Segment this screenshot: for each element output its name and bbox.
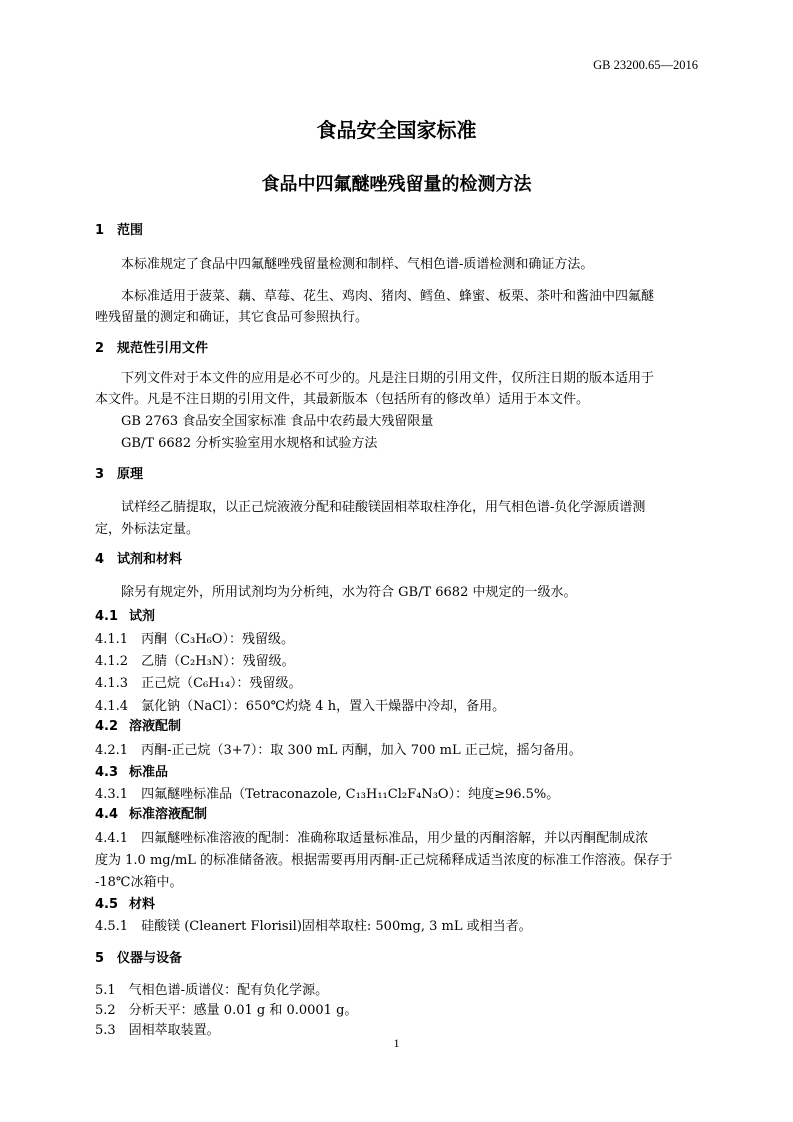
paragraph-line: 本文件。凡是不注日期的引用文件，其最新版本（包括所有的修改单）适用于本文件。 bbox=[95, 392, 590, 407]
section-heading bbox=[95, 551, 182, 569]
paragraph-line: 4.4.1 四氟醚唑标准溶液的配制：准确称取适量标准品，用少量的丙酮溶解，并以丙酮配制成浓 bbox=[95, 831, 649, 846]
section-number: 4.3 bbox=[95, 765, 119, 780]
paragraph-line: 4.1.2 乙腈（C₂H₃N）：残留级。 bbox=[95, 654, 295, 669]
paragraph-line: 唑残留量的测定和确证，其它食品可参照执行。 bbox=[95, 310, 369, 325]
subsection-heading bbox=[95, 896, 155, 914]
section-title: 材料 bbox=[129, 897, 156, 912]
section-number: 4.2 bbox=[95, 719, 119, 734]
document-title: 食品安全国家标准 bbox=[316, 118, 477, 142]
section-title: 原理 bbox=[117, 467, 144, 482]
section-number: 4.5 bbox=[95, 897, 119, 912]
paragraph-line: GB 2763 食品安全国家标准 食品中农药最大残留限量 bbox=[121, 414, 434, 429]
paragraph-line: 试样经乙腈提取，以正己烷液液分配和硅酸镁固相萃取柱净化，用气相色谱-负化学源质谱测 bbox=[121, 500, 646, 515]
page-number: 1 bbox=[393, 1036, 400, 1050]
section-number: 4.1 bbox=[95, 609, 119, 624]
section-title: 溶液配制 bbox=[129, 719, 182, 734]
paragraph-line: 下列文件对于本文件的应用是必不可少的。凡是注日期的引用文件，仅所注日期的版本适用于 bbox=[121, 371, 655, 386]
subsection-heading bbox=[95, 608, 155, 626]
paragraph-line: 5.3 固相萃取装置。 bbox=[95, 1023, 220, 1038]
section-heading bbox=[95, 466, 143, 484]
section-number: 2 bbox=[95, 341, 105, 356]
section-heading bbox=[95, 340, 208, 358]
paragraph-line: 4.1.3 正己烷（C₆H₁₄）：残留级。 bbox=[95, 676, 302, 691]
section-number: 4 bbox=[95, 552, 105, 567]
subsection-heading bbox=[95, 764, 168, 782]
section-title: 范围 bbox=[117, 223, 144, 238]
section-number: 1 bbox=[95, 223, 105, 238]
section-title: 试剂和材料 bbox=[117, 552, 183, 567]
section-number: 5 bbox=[95, 951, 105, 966]
document-subtitle: 食品中四氟醚唑残留量的检测方法 bbox=[261, 174, 532, 195]
paragraph-line: GB/T 6682 分析实验室用水规格和试验方法 bbox=[121, 436, 378, 451]
paragraph-line: 4.3.1 四氟醚唑标准品（Tetraconazole, C₁₃H₁₁Cl₂F₄N₃O）：纯度≥96.5%。 bbox=[95, 787, 560, 802]
paragraph-line: 4.5.1 硅酸镁 (Cleanert Florisil)固相萃取柱: 500mg, 3 mL 或相当者。 bbox=[95, 919, 532, 934]
paragraph-line: 5.1 气相色谱-质谱仪：配有负化学源。 bbox=[95, 983, 329, 998]
section-heading bbox=[95, 950, 182, 968]
paragraph-line: 度为 1.0 mg/mL 的标准储备液。根据需要再用丙酮-正己烷稀释成适当浓度的标准工作溶液。保存于 bbox=[95, 853, 673, 868]
paragraph-line: 除另有规定外，所用试剂均为分析纯，水为符合 GB/T 6682 中规定的一级水。 bbox=[121, 585, 577, 600]
subsection-heading bbox=[95, 718, 181, 736]
paragraph-line: 5.2 分析天平：感量 0.01 g 和 0.0001 g。 bbox=[95, 1003, 358, 1018]
subsection-heading bbox=[95, 806, 207, 824]
paragraph-line: -18℃冰箱中。 bbox=[95, 875, 183, 890]
paragraph-line: 4.1.1 丙酮（C₃H₆O）：残留级。 bbox=[95, 632, 294, 647]
paragraph-line: 4.1.4 氯化钠（NaCl）：650℃灼烧 4 h，置入干燥器中冷却，备用。 bbox=[95, 699, 506, 714]
standard-code: GB 23200.65—2016 bbox=[593, 58, 698, 72]
section-number: 3 bbox=[95, 467, 105, 482]
section-number: 4.4 bbox=[95, 807, 119, 822]
paragraph-line: 4.2.1 丙酮-正己烷（3+7）：取 300 mL 丙酮，加入 700 mL 正己烷，摇匀备用。 bbox=[95, 743, 582, 758]
paragraph-line: 定，外标法定量。 bbox=[95, 522, 200, 537]
section-title: 标准品 bbox=[129, 765, 169, 780]
section-title: 标准溶液配制 bbox=[129, 807, 208, 822]
paragraph-line: 本标准规定了食品中四氟醚唑残留量检测和制样、气相色谱-质谱检测和确证方法。 bbox=[121, 257, 594, 272]
section-heading bbox=[95, 222, 143, 240]
section-title: 试剂 bbox=[129, 609, 156, 624]
section-title: 仪器与设备 bbox=[117, 951, 183, 966]
section-title: 规范性引用文件 bbox=[117, 341, 209, 356]
paragraph-line: 本标准适用于菠菜、藕、草莓、花生、鸡肉、猪肉、鳕鱼、蜂蜜、板栗、茶叶和酱油中四氟醚 bbox=[121, 289, 655, 304]
